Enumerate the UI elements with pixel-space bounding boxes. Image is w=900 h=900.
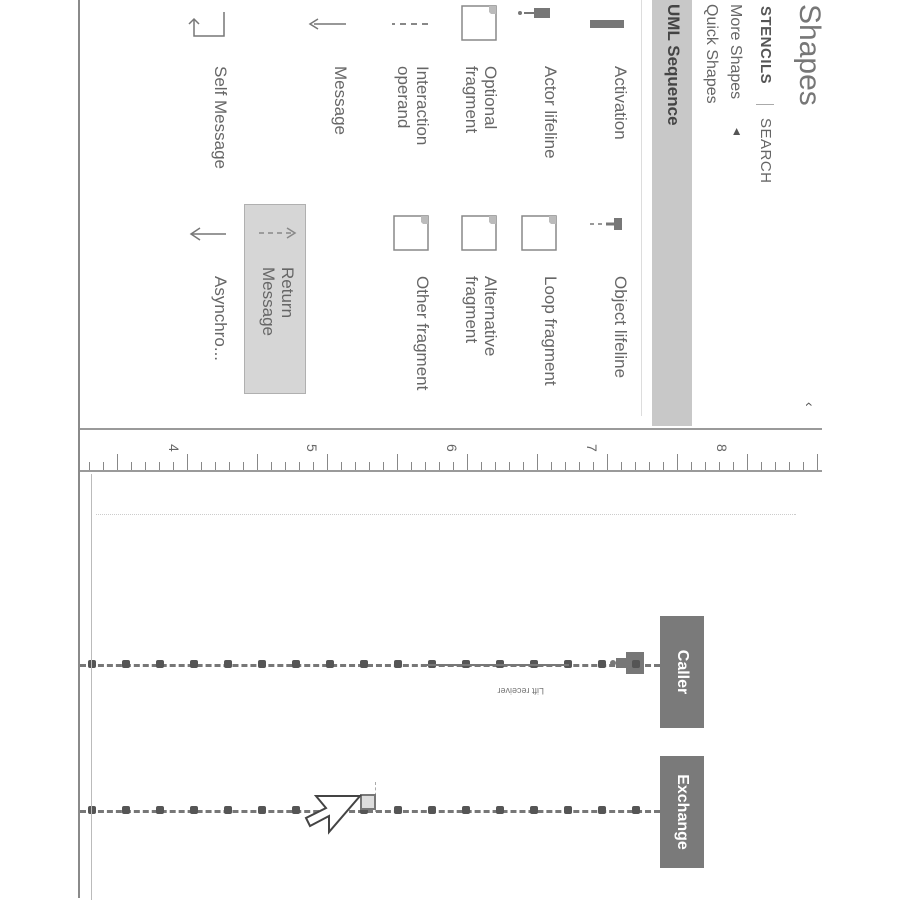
mouse-pointer-icon <box>302 794 362 844</box>
stencil-header[interactable] <box>652 0 692 426</box>
object-lifeline-icon <box>588 214 628 254</box>
collapse-pane-icon[interactable]: ‹ <box>802 402 818 407</box>
more-shapes-menu[interactable]: More Shapes <box>727 4 744 100</box>
lifeline-exchange-label: Exchange <box>674 774 691 850</box>
pane-title: Shapes <box>793 4 826 106</box>
fragment-icon <box>458 4 498 44</box>
ruler-tick <box>593 462 594 470</box>
shape-label: Loop fragment <box>541 276 560 386</box>
ruler-tick <box>565 462 566 470</box>
fragment-icon <box>458 214 498 254</box>
ruler-tick <box>481 462 482 470</box>
ruler-tick <box>313 462 314 470</box>
ruler-tick <box>691 462 692 470</box>
connection-point <box>530 806 538 814</box>
tab-search[interactable]: SEARCH <box>757 118 774 184</box>
ruler-tick <box>117 454 118 470</box>
shape-label: Return Message <box>259 267 297 336</box>
connection-point <box>326 660 334 668</box>
ruler-tick <box>621 462 622 470</box>
fragment-icon <box>518 214 558 254</box>
ruler-tick <box>761 462 762 470</box>
ruler-tick <box>229 462 230 470</box>
shape-label: Other fragment <box>413 276 432 391</box>
connection-point <box>564 806 572 814</box>
message-label[interactable]: Lift receiver <box>497 686 544 696</box>
lifeline-exchange[interactable] <box>660 756 704 868</box>
connection-point <box>190 660 198 668</box>
ruler-tick <box>789 462 790 470</box>
connection-point <box>394 806 402 814</box>
ruler-tick <box>705 462 706 470</box>
shape-label: Self Message <box>211 66 230 169</box>
page-boundary <box>96 514 796 517</box>
ruler-tick <box>523 462 524 470</box>
connection-point <box>122 660 130 668</box>
activation-icon <box>588 4 628 44</box>
connection-point <box>598 660 606 668</box>
ruler-tick <box>817 454 818 470</box>
connection-point <box>258 806 266 814</box>
caret-down-icon[interactable]: ◂ <box>730 128 746 136</box>
connection-point <box>190 806 198 814</box>
shape-return-message[interactable] <box>244 204 306 394</box>
connection-point <box>496 806 504 814</box>
connection-point <box>292 660 300 668</box>
connection-point <box>258 660 266 668</box>
shape-loop-fragment[interactable] <box>502 214 562 404</box>
connection-point <box>598 806 606 814</box>
ruler-tick <box>299 462 300 470</box>
shape-object-lifeline[interactable] <box>572 214 632 404</box>
ruler-tick <box>271 462 272 470</box>
ruler-tick <box>439 462 440 470</box>
shape-activation[interactable] <box>572 4 632 194</box>
ruler-tick <box>341 462 342 470</box>
shape-label: Interaction operand <box>394 66 432 146</box>
ruler-tick <box>215 462 216 470</box>
connection-point <box>394 660 402 668</box>
tab-separator <box>756 104 774 105</box>
ruler-number: 8 <box>714 444 730 452</box>
caller-lifeline-line[interactable] <box>80 664 660 667</box>
operand-icon <box>390 4 430 44</box>
tab-stencils[interactable]: STENCILS <box>757 6 774 85</box>
shape-alternative-fragment[interactable] <box>442 214 502 404</box>
ruler-tick <box>201 462 202 470</box>
ruler-tick <box>537 454 538 470</box>
drawing-canvas[interactable] <box>80 474 822 900</box>
shape-label: Message <box>331 66 350 135</box>
fragment-icon <box>390 214 430 254</box>
ruler-tick <box>453 462 454 470</box>
ruler-tick <box>551 462 552 470</box>
message-connector[interactable] <box>421 664 569 666</box>
ruler-tick <box>635 462 636 470</box>
shape-self-message[interactable] <box>172 4 232 194</box>
connection-point <box>632 660 640 668</box>
ruler-tick <box>257 454 258 470</box>
connection-point <box>224 660 232 668</box>
rotated-content <box>80 0 826 900</box>
ruler-tick <box>397 454 398 470</box>
shape-label: Optional fragment <box>462 66 500 134</box>
ruler-tick <box>173 462 174 470</box>
ruler-tick <box>775 462 776 470</box>
ruler-tick <box>677 454 678 470</box>
ruler-tick <box>747 454 748 470</box>
vertical-ruler <box>79 474 92 900</box>
ruler-tick <box>803 462 804 470</box>
connection-point <box>428 806 436 814</box>
ruler-tick <box>467 454 468 470</box>
ruler-tick <box>719 462 720 470</box>
ruler-tick <box>89 462 90 470</box>
ruler-tick <box>383 462 384 470</box>
ruler-tick <box>509 462 510 470</box>
stencil-divider <box>641 0 642 416</box>
shape-label: Asynchro... <box>211 276 230 362</box>
connection-point <box>292 806 300 814</box>
visio-window <box>78 0 826 898</box>
return-arrow-icon <box>257 213 297 253</box>
ruler-tick <box>187 454 188 470</box>
shape-optional-fragment[interactable] <box>442 4 502 194</box>
shape-interaction-operand[interactable] <box>374 4 434 194</box>
horizontal-ruler <box>80 432 822 472</box>
connection-point <box>360 660 368 668</box>
shape-label: Alternative fragment <box>462 276 500 357</box>
connection-point <box>156 660 164 668</box>
ruler-tick <box>579 462 580 470</box>
actor-lifeline-icon <box>518 4 558 44</box>
ruler-tick <box>495 462 496 470</box>
ruler-tick <box>649 462 650 470</box>
ruler-tick <box>663 462 664 470</box>
message-arrow-icon <box>308 4 348 44</box>
self-message-icon <box>188 4 228 44</box>
quick-shapes-item[interactable]: Quick Shapes <box>703 4 720 104</box>
ruler-tick <box>411 462 412 470</box>
connection-point <box>632 806 640 814</box>
ruler-tick <box>159 462 160 470</box>
ruler-tick <box>327 454 328 470</box>
stencil-name: UML Sequence <box>664 4 683 126</box>
ruler-tick <box>145 462 146 470</box>
connection-handle-icon[interactable] <box>360 794 376 810</box>
ruler-number: 7 <box>584 444 600 452</box>
lifeline-caller[interactable] <box>660 616 704 728</box>
ruler-tick <box>369 462 370 470</box>
shapes-pane <box>80 0 826 430</box>
ruler-tick <box>285 462 286 470</box>
ruler-tick <box>355 462 356 470</box>
connection-point <box>156 806 164 814</box>
ruler-number: 4 <box>166 444 182 452</box>
connection-point <box>224 806 232 814</box>
exchange-lifeline-line[interactable] <box>80 810 660 813</box>
ruler-tick <box>243 462 244 470</box>
shape-other-fragment[interactable] <box>374 214 434 404</box>
lifeline-caller-label: Caller <box>674 649 691 695</box>
async-arrow-icon <box>188 214 228 254</box>
ruler-tick <box>607 454 608 470</box>
connection-point <box>122 806 130 814</box>
ruler-tick <box>425 462 426 470</box>
shape-asynchronous-message[interactable] <box>172 214 232 404</box>
pane-border <box>80 428 822 430</box>
ruler-number: 6 <box>444 444 460 452</box>
shape-actor-lifeline[interactable] <box>502 4 562 194</box>
ruler-tick <box>131 462 132 470</box>
ruler-tick <box>733 462 734 470</box>
shape-message[interactable] <box>292 4 352 194</box>
shape-label: Object lifeline <box>611 276 630 379</box>
connection-point <box>462 806 470 814</box>
ruler-tick <box>103 462 104 470</box>
shape-label: Actor lifeline <box>541 66 560 159</box>
ruler-number: 5 <box>304 444 320 452</box>
shape-label: Activation <box>611 66 630 140</box>
